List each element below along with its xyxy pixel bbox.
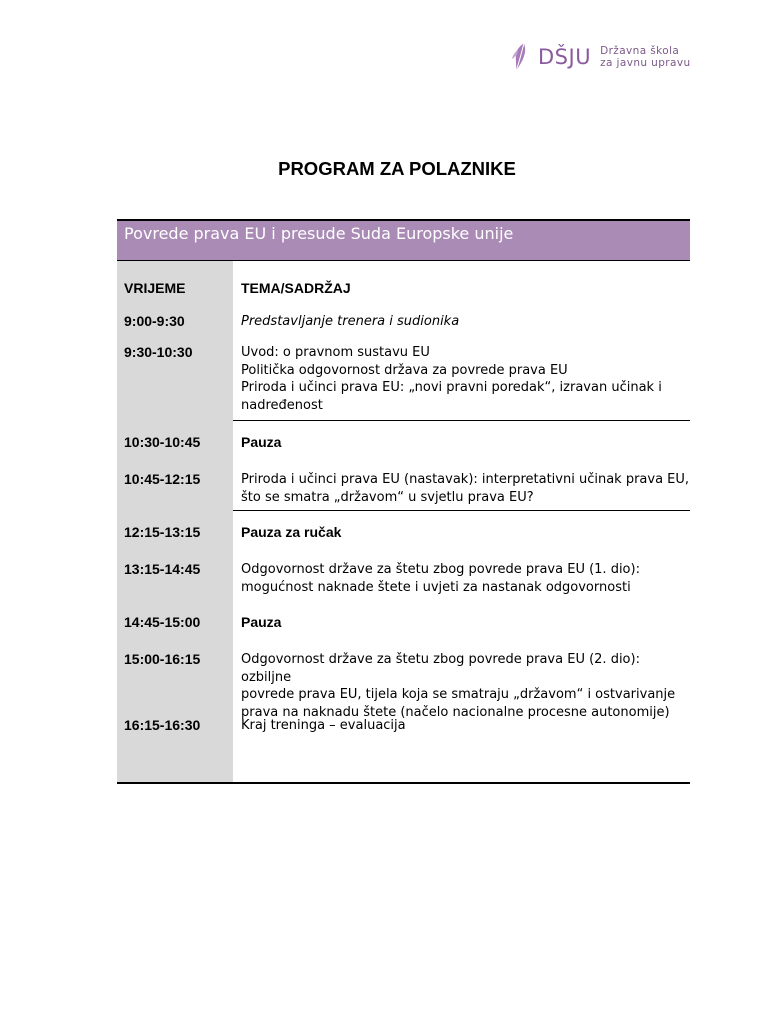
- time-value: 16:15-16:30: [124, 717, 201, 733]
- topic-line: Priroda i učinci prava EU (nastavak): interpretativni učinak prava EU,: [241, 472, 690, 487]
- topic-line: što se smatra „državom“ u svjetlu prava EU?: [241, 489, 534, 505]
- topic-cell: [233, 553, 690, 601]
- topic-column: [233, 261, 690, 782]
- topic-cell: [233, 601, 690, 643]
- topic-cell: [233, 304, 690, 335]
- topic-text: [233, 717, 690, 735]
- topic-line: povrede prava EU, tijela koja se smatraju „državom“ i ostvarivanje: [241, 687, 676, 702]
- topic-cell: [233, 463, 690, 511]
- program-table: [117, 219, 690, 784]
- topic-header-cell: [233, 261, 690, 304]
- topic-cell: [233, 643, 690, 720]
- topic-line: prava na naknadu štete (načelo nacionalne procesne autonomije): [241, 704, 670, 720]
- topic-cell: [233, 511, 690, 553]
- time-value: 13:15-14:45: [124, 561, 201, 577]
- time-value: 9:30-10:30: [124, 344, 193, 360]
- topic-line: Politička odgovornost država za povrede prava EU: [241, 362, 568, 378]
- time-header-cell: [117, 261, 233, 304]
- time-cell: [117, 553, 233, 601]
- topic-text: [233, 614, 690, 632]
- page-title: PROGRAM ZA POLAZNIKE: [278, 158, 516, 179]
- time-header: VRIJEME: [124, 280, 186, 296]
- time-column: [117, 261, 233, 782]
- topic-text: [233, 434, 690, 452]
- time-cell: [117, 421, 233, 463]
- feather-logo-icon: [510, 41, 532, 73]
- logo-name: [600, 45, 690, 69]
- time-cell: [117, 335, 233, 421]
- course-title-banner: Povrede prava EU i presude Suda Europske unije: [117, 219, 690, 261]
- logo-name-line2: za javnu upravu: [600, 57, 691, 69]
- time-value: 10:30-10:45: [124, 434, 201, 450]
- schedule-body: [117, 261, 690, 784]
- topic-line: Kraj treninga – evaluacija: [241, 718, 406, 733]
- time-cell: [117, 511, 233, 553]
- topic-text: [233, 471, 690, 506]
- topic-text: [233, 313, 690, 331]
- time-value: 15:00-16:15: [124, 651, 201, 667]
- topic-line: Pauza: [241, 434, 282, 450]
- time-value: 9:00-9:30: [124, 313, 185, 329]
- topic-cell: [233, 335, 690, 421]
- topic-header: TEMA/SADRŽAJ: [241, 280, 351, 296]
- topic-text: [233, 524, 690, 542]
- topic-line: nadređenost: [241, 397, 323, 413]
- topic-cell: [233, 707, 690, 782]
- topic-line: mogućnost naknade štete i uvjeti za nastanak odgovornosti: [241, 579, 631, 595]
- topic-cell: [233, 421, 690, 463]
- logo-abbreviation: DŠJU: [538, 44, 592, 69]
- topic-text: [233, 344, 690, 414]
- time-cell: [117, 707, 233, 782]
- topic-line: Odgovornost države za štetu zbog povrede prava EU (1. dio):: [241, 562, 640, 577]
- time-value: 12:15-13:15: [124, 524, 201, 540]
- topic-line: Priroda i učinci prava EU: „novi pravni poredak“, izravan učinak i: [241, 380, 662, 395]
- topic-line: Pauza: [241, 614, 282, 630]
- time-value: 14:45-15:00: [124, 614, 201, 630]
- topic-line: Predstavljanje trenera i sudionika: [241, 314, 460, 329]
- time-value: 10:45-12:15: [124, 471, 201, 487]
- topic-line: Pauza za ručak: [241, 524, 342, 540]
- topic-line: Odgovornost države za štetu zbog povrede prava EU (2. dio): ozbiljne: [241, 652, 640, 685]
- topic-text: [233, 561, 690, 596]
- logo-name-line1: Državna škola: [600, 45, 680, 57]
- topic-line: Uvod: o pravnom sustavu EU: [241, 345, 430, 360]
- dsju-logo: [510, 40, 691, 74]
- time-cell: [117, 463, 233, 511]
- time-cell: [117, 601, 233, 643]
- time-cell: [117, 643, 233, 707]
- time-cell: [117, 304, 233, 335]
